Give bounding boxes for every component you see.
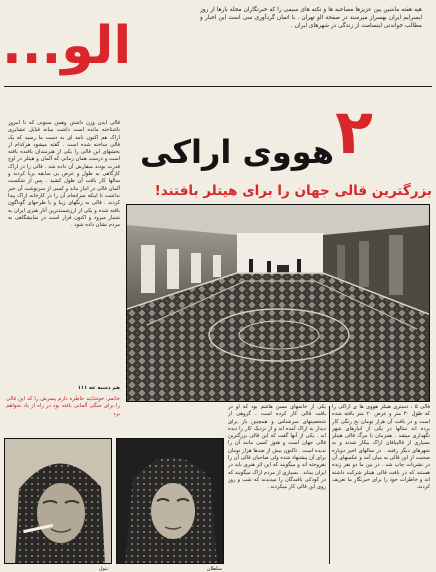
column-divider [329, 406, 330, 564]
article-column-right: قالی آیدن وزن داشتن وهمن ستونی که تا امروز ناشناخته مانده است داشت میانه قبایل عشایری اراک هم اکنون نامه ای به دست ما رسید که یک قالی ساخته شده است . گفته میشود هرکدام از بخشهای این قالی را یکی از هنرمندان بافنده بافته است و درست همان زمانی که آلمان و هیتلر در اوج قدرت بودند سفارش آن داده شد . قالی را در اراک کارگاهی به طول و عرض بی سابقه برپا کردند و سالها کار بافت آن طول کشید . پس از شکست آلمان قالی در انبار ماند و کسی از سرنوشت آن خبر نداشت تا اینکه سرانجام آن را در کارخانه اراک پیدا کردند . قالی به رنگهای زیبا و با طرحهای گوناگون بافته شده و یکی از ارزشمندترین آثار هنری ایران به شمار میرود و اکنون قرار است در نمایشگاهی به مردم نشان داده شود . [8, 120, 120, 229]
headline-title: هووی اراکی [140, 133, 334, 171]
headline-subtitle: بزرگترین قالی جهان را برای هیتلر بافتند! [154, 183, 432, 199]
masthead-title: الو... [2, 16, 132, 76]
masthead-divider [4, 86, 432, 87]
carpet-hall-illustration [127, 205, 430, 402]
intro-paragraph: هیه هفته ماشین بین عزیزها مصاحبه ها و نکته های سیمی را که خبرنگاران مجله بارها از روز ایسرایم ایران بهسراز میرسند در صفحه الو تهران . با اتمان گردآوری سی است این اخبار و مطالب خواندنی اینسامت از زندگی در شهرهای ایران . [200, 7, 422, 30]
carpet-hall-photo [126, 204, 430, 402]
woman-portrait-photo-right [116, 438, 224, 564]
photo-caption-left: بتول [98, 566, 108, 572]
photo-caption-right: سلطان [206, 566, 222, 572]
headline-number: ۲ [335, 95, 373, 168]
red-caption: خانمی خوشایند خاطره دارم پسرش را که این قالی را برای جنگی آلمانی بافته بود در راه از یاد نخواهم برد [6, 396, 120, 417]
portrait-illustration-left [5, 439, 112, 564]
woman-portrait-photo-left [4, 438, 112, 564]
article-column-middle: یکی از خانمهای مسن هاشم بود که او در بافت قالی کار کرده است . گروهی از شخصیتهای سرشناس و همچنین باز برای دیدار به اراک آمده اند و از نزدیک کار را دیده اند . یکی از آنها گفت که این قالی بزرگترین قالی جهان است و هنوز کسی مانند آن را ندیده است . تاکنون بیش از صدها هزار تومان برای آن پیشنهاد شده ولی صاحبان قالی آن را نفروخته اند و میگویند که این اثر هنری باید در ایران بماند . بسیاری از مردم اراک میگویند که در کودکی بافندگان را میدیدند که شب و روز روی این قالی کار میکردند . [228, 404, 326, 491]
article-column-left: قالی ۵ ، دستری هیتلر هووی ها ی اراکی را که طول ۳۰ متر و عرض ۲۰ متر بافته شده است و در بافت آن هزار تومان نخ رنگی کار برده اند سالها در یکی از انبارهای شهر نگهداری میشد . همزمان با مرگ قالی هیتلر بسیاری از قالیبافان اراک بیکار شدند و به شهرهای دیگر رفتند . در سالهای اخیر دوباره صحبت از این قالی به میان آمد و عکسهای آن در نشریات چاپ شد . در بین ما دو نفر زنده هستند که در بافت قالی هیتلر شرکت داشته اند و خاطرات خود را برای خبرنگار ما تعریف کردند. [332, 404, 430, 491]
portrait-illustration-right [117, 439, 224, 564]
article-signature: هم دسیه عه ۱۱۱ [77, 385, 120, 391]
